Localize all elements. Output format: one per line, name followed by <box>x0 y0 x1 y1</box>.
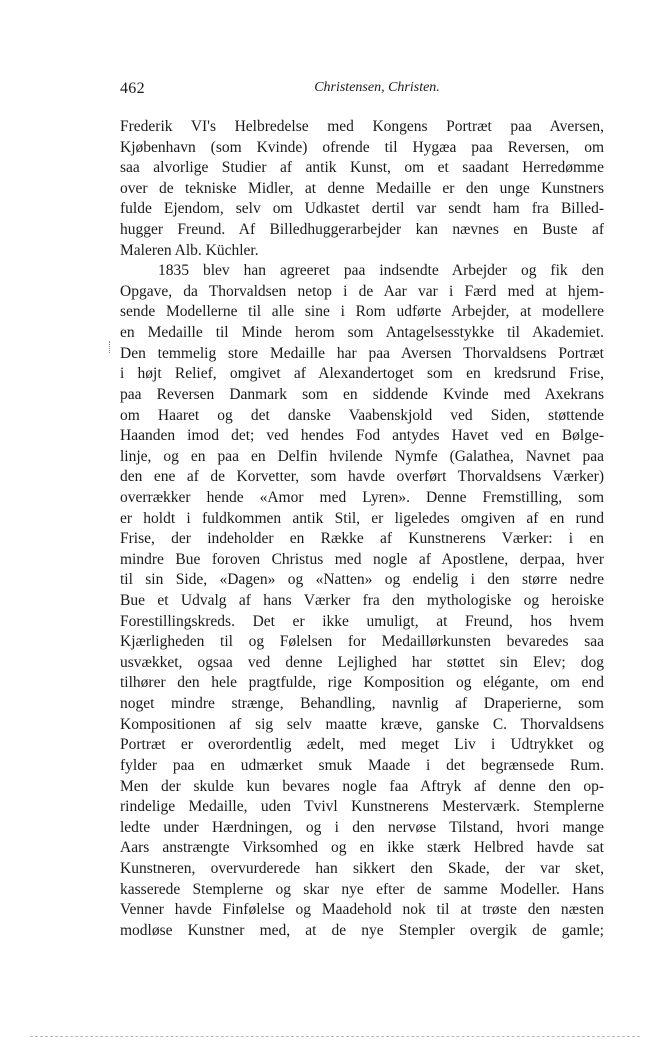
text-line: er holdt i fuldkommen antik Stil, er ligeledes omgiven af en rund <box>120 509 604 527</box>
text-line: Haanden imod det; ved hendes Fod antydes Havet ved en Bølge- <box>120 427 604 445</box>
text-line: paa Reversen Danmark som en siddende Kvinde med Axekrans <box>120 385 604 403</box>
text-line: Opgave, da Thorvaldsen netop i de Aar var i Færd med at hjem- <box>120 282 604 300</box>
text-line: Den temmelig store Medaille har paa Aversen Thorvaldsens Portræt <box>120 344 604 362</box>
text-line: om Haaret og det danske Vaabenskjold ved Siden, støttende <box>120 406 604 424</box>
text-line: til sin Side, «Dagen» og «Natten» og endelig i den større nedre <box>120 571 604 589</box>
text-line: Forestillingskreds. Det er ikke umuligt, at Freund, hos hvem <box>120 612 604 630</box>
text-line: Venner havde Finfølelse og Maadehold nok til at trøste den næsten <box>120 901 604 919</box>
text-line: sende Modellerne til alle sine i Rom udførte Arbejder, at modellere <box>120 303 604 321</box>
text-line: modløse Kunstner med, at de nye Stempler overgik de gamle; <box>120 921 604 939</box>
text-line: rindelige Medaille, uden Tvivl Kunstnerens Mesterværk. Stemplerne <box>120 798 604 816</box>
body-text <box>120 117 604 941</box>
text-line: 1835 blev han agreeret paa indsendte Arbejder og fik den <box>158 262 604 280</box>
text-line: saa alvorlige Studier af antik Kunst, om et saadant Herredømme <box>120 159 604 177</box>
text-line: Aars anstrængte Virksomhed og en ikke stærk Helbred havde sat <box>120 839 604 857</box>
text-line: i højt Relief, omgivet af Alexandertoget som en kredsrund Frise, <box>120 365 604 383</box>
text-line: mindre Bue foroven Christus med nogle af Apostlene, derpaa, hver <box>120 550 604 568</box>
bottom-scan-edge <box>30 1036 640 1037</box>
text-line: Frederik VI's Helbredelse med Kongens Portræt paa Aversen, <box>120 118 604 135</box>
text-line: Frise, der indeholder en Række af Kunstnerens Værker: i en <box>120 530 604 548</box>
text-line: tilhører den hele pragtfulde, rige Komposition og elégante, om end <box>120 674 604 692</box>
text-line: Maleren Alb. Küchler. <box>120 241 259 259</box>
header-title: Christensen, Christen. <box>314 80 440 95</box>
text-line: usvækket, ogsaa ved denne Lejlighed har støttet sin Elev; dog <box>120 653 604 671</box>
text-line: Kjøbenhavn (som Kvinde) ofrende til Hygæa paa Reversen, om <box>120 138 604 156</box>
text-line: linje, og en paa en Delfin hvilende Nymfe (Galathea, Navnet paa <box>120 447 604 465</box>
text-line: Men der skulde kun bevares nogle faa Aftryk af denne den op- <box>120 777 604 795</box>
running-head <box>120 80 604 100</box>
page-number: 462 <box>120 80 145 97</box>
text-line: noget mindre strænge, Behandling, navnlig af Draperierne, som <box>120 695 604 713</box>
text-line: kasserede Stemplerne og skar nye efter de samme Modeller. Hans <box>120 880 604 898</box>
text-line: over de tekniske Midler, at denne Medaille er den unge Kunstners <box>120 179 604 197</box>
text-line: Kjærligheden til og Følelsen for Medaillørkunsten bevaredes saa <box>120 633 604 651</box>
text-line: Bue et Udvalg af hans Værker fra den mythologiske og heroiske <box>120 592 604 610</box>
text-line: fulde Ejendom, selv om Udkastet dertil var sendt ham fra Billed- <box>120 200 604 218</box>
text-line: Kompositionen af sig selv maatte kræve, ganske C. Thorvaldsens <box>120 715 604 733</box>
text-line: Portræt er overordentlig ædelt, med meget Liv i Udtrykket og <box>120 736 604 754</box>
margin-mark <box>109 341 112 353</box>
text-line: overrækker hende «Amor med Lyren». Denne Fremstilling, som <box>120 488 604 506</box>
text-line: hugger Freund. Af Billedhuggerarbejder kan nævnes en Buste af <box>120 221 604 239</box>
text-line: ledte under Hærdningen, og i den nervøse Tilstand, hvori mange <box>120 818 604 836</box>
text-line: en Medaille til Minde herom som Antagelsesstykke til Akademiet. <box>120 324 604 342</box>
text-line: den ene af de Korvetter, som havde overført Thorvaldsens Værker) <box>120 468 604 486</box>
text-line: fylder paa en udmærket smuk Maade i det begrænsede Rum. <box>120 756 604 774</box>
text-line: Kunstneren, overvurderede han sikkert den Skade, der var sket, <box>120 859 604 877</box>
